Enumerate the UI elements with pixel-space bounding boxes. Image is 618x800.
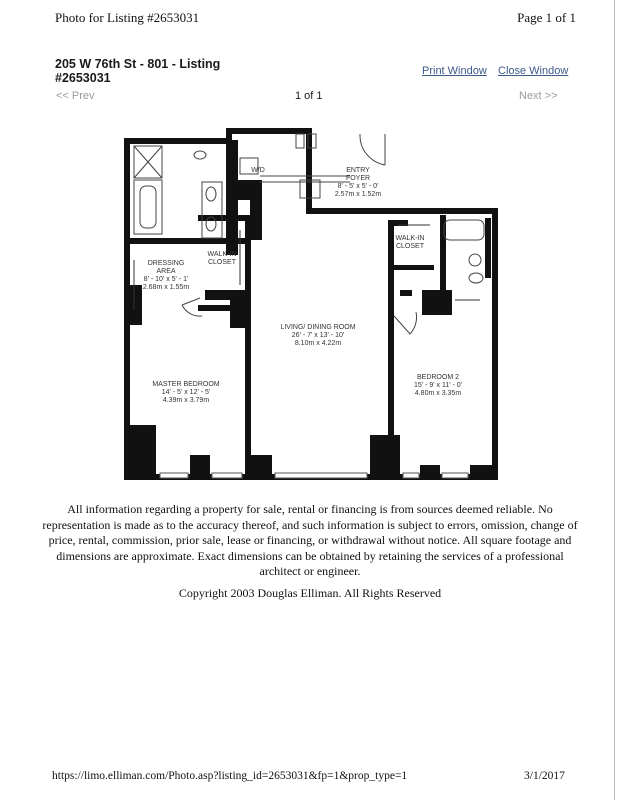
- bedroom2-label: BEDROOM 2: [416, 374, 460, 381]
- print-window-link[interactable]: Print Window: [422, 65, 487, 77]
- living-dim-m: 8.10m x 4.22m: [294, 340, 342, 347]
- next-link[interactable]: Next >>: [519, 90, 558, 102]
- close-window-link[interactable]: Close Window: [498, 65, 569, 77]
- print-header-page: Page 1 of 1: [517, 10, 576, 25]
- entry-dim-ft: 8' - 5' x 5' - 0': [337, 183, 379, 190]
- prev-link[interactable]: << Prev: [56, 90, 95, 102]
- dressing-label-2: AREA: [156, 268, 176, 275]
- photo-counter: 1 of 1: [295, 90, 323, 102]
- walkin-2-label-2: CLOSET: [395, 243, 425, 250]
- dressing-dim-m: 2.68m x 1.55m: [142, 284, 190, 291]
- print-header-title: Photo for Listing #2653031: [55, 10, 200, 25]
- entry-label-2: FOYER: [345, 175, 371, 182]
- entry-label: ENTRY: [346, 167, 370, 174]
- print-footer-url: https://limo.elliman.com/Photo.asp?listing_id=2653031&fp=1&prop_type=1: [52, 770, 408, 782]
- listing-title: 205 W 76th St - 801 - Listing #2653031: [55, 57, 221, 85]
- living-label: LIVING/ DINING ROOM: [280, 324, 356, 331]
- disclaimer-text: All information regarding a property for sale, rental or financing is from sources deemed reliable. No representation is made as to the accuracy thereof, and such information is subject to errors, omission, change of price, rental, commission, prior sale, lease or financing, or withdrawal without notice. All square footage and dimensions are approximate. Exact dimensions can be obtained by retaining the services of a professional architect or engineer.: [42, 502, 578, 578]
- print-footer-date: 3/1/2017: [524, 770, 565, 782]
- dressing-dim-ft: 8' - 10' x 5' - 1': [143, 276, 189, 283]
- living-dim-ft: 26' - 7' x 13' - 10': [291, 332, 345, 339]
- dressing-label: DRESSING: [147, 260, 185, 267]
- master-dim-ft: 14' - 5' x 12' - 5': [161, 389, 211, 396]
- walkin-1-label: WALK-IN: [207, 251, 237, 258]
- entry-dim-m: 2.57m x 1.52m: [334, 191, 382, 198]
- walkin-2-label: WALK-IN: [395, 235, 425, 242]
- page-edge: [614, 0, 615, 800]
- master-label: MASTER BEDROOM: [152, 381, 220, 388]
- walkin-1-label-2: CLOSET: [207, 259, 237, 266]
- copyright-text: Copyright 2003 Douglas Elliman. All Rights Reserved: [178, 586, 442, 600]
- master-dim-m: 4.39m x 3.79m: [162, 397, 210, 404]
- floor-plan-image: [110, 120, 510, 490]
- bedroom2-dim-m: 4.80m x 3.35m: [414, 390, 462, 397]
- wd-label: W/D: [251, 167, 265, 174]
- bedroom2-dim-ft: 15' - 9' x 11' - 0': [413, 382, 463, 389]
